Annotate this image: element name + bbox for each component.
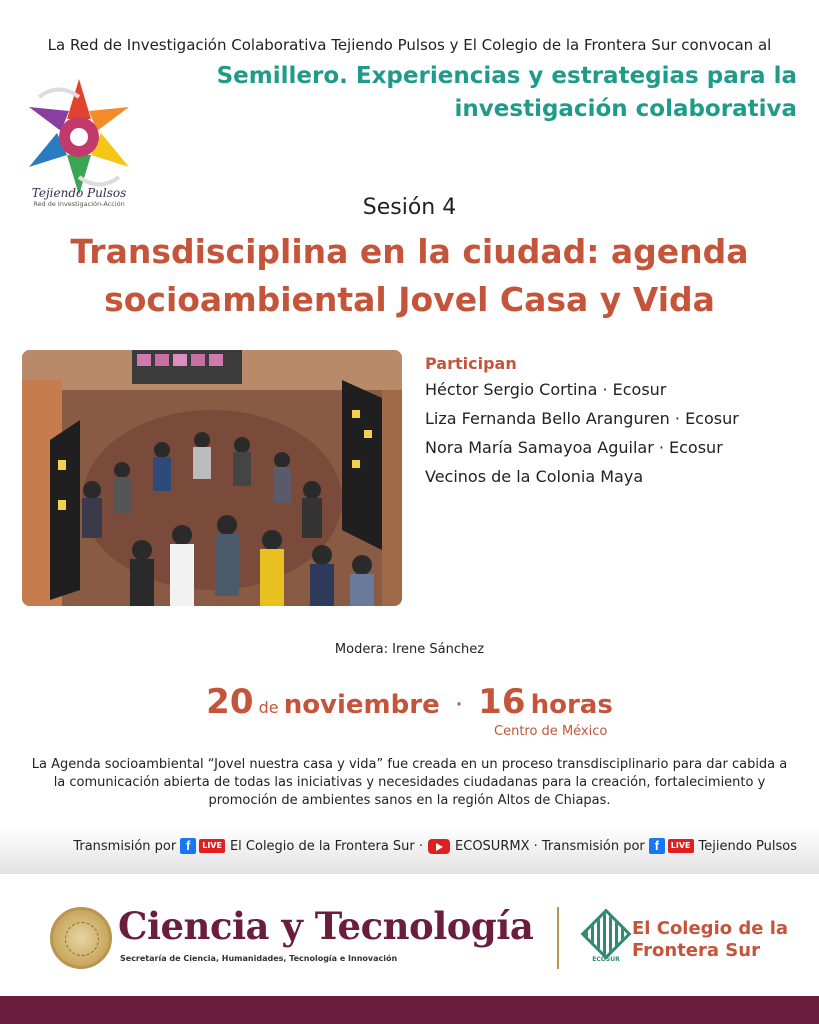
event-timezone: Centro de México (494, 724, 608, 739)
participant-item: Vecinos de la Colonia Maya (425, 467, 644, 486)
facebook-icon[interactable]: f (649, 838, 665, 854)
seminar-title-line-2: investigación colaborativa (454, 96, 797, 122)
streaming-channel-tejiendo[interactable]: Tejiendo Pulsos (698, 838, 797, 854)
ecosur-name-line-1: El Colegio de la (632, 918, 789, 939)
ecosur-label: ECOSUR (592, 956, 620, 963)
page-title-line-1: Transdisciplina en la ciudad: agenda (70, 232, 749, 271)
moderator-text: Modera: Irene Sánchez (334, 642, 485, 657)
youtube-icon[interactable] (428, 839, 450, 854)
participant-item: Liza Fernanda Bello Aranguren · Ecosur (425, 409, 739, 428)
streaming-channel-youtube[interactable]: ECOSURMX · Transmisión por (455, 838, 645, 854)
streaming-prefix: Transmisión por (73, 838, 177, 854)
event-description: La Agenda socioambiental “Jovel nuestra casa y vida” fue creada en un proceso transdisciplinario para dar cabida a la comunicación abierta de todas las iniciativas y necesidades ciudadanas para la creación, fortalecimiento y promoción de ambientes sanos en la región Altos de Chiapas. (31, 757, 788, 808)
session-label: Sesión 4 (362, 195, 457, 220)
ecosur-logo-icon (581, 909, 632, 960)
cyt-title: Ciencia y Tecnología (118, 904, 534, 948)
live-badge: LIVE (199, 839, 225, 853)
footer-divider (557, 907, 559, 969)
bottom-bar (0, 996, 819, 1024)
participant-item: Nora María Samayoa Aguilar · Ecosur (425, 438, 723, 457)
mexico-seal-icon (50, 907, 112, 969)
participants-heading: Participan (425, 354, 517, 373)
intro-text: La Red de Investigación Colaborativa Tejiendo Pulsos y El Colegio de la Frontera Sur convocan al (47, 36, 772, 54)
seminar-title (157, 60, 797, 126)
participants-section (425, 354, 805, 496)
logo-name: Tejiendo Pulsos (31, 186, 127, 200)
ecosur-name-line-2: Frontera Sur (632, 940, 760, 961)
streaming-channel-ecosur[interactable]: El Colegio de la Frontera Sur · (229, 838, 424, 854)
ecosur-name (632, 918, 802, 962)
footer (0, 874, 819, 996)
facebook-icon[interactable]: f (180, 838, 196, 854)
page-title-line-2: socioambiental Jovel Casa y Vida (104, 280, 715, 319)
event-separator: · (454, 690, 464, 720)
participants-list (425, 380, 805, 496)
event-date-connector: de (258, 698, 279, 717)
streaming-info (73, 838, 797, 854)
event-day: 20 (206, 682, 254, 722)
logo-subtitle: Red de Investigación-Acción (33, 200, 125, 208)
page-title (20, 228, 799, 324)
cyt-subtitle: Secretaría de Ciencia, Humanidades, Tecnología e Innovación (120, 954, 398, 963)
workshop-photo (22, 350, 402, 606)
event-date-time (0, 682, 819, 722)
event-hour: 16 (478, 682, 526, 722)
event-month: noviembre (283, 690, 440, 720)
participant-item: Héctor Sergio Cortina · Ecosur (425, 380, 667, 399)
event-hour-unit: horas (530, 690, 613, 720)
seminar-title-line-1: Semillero. Experiencias y estrategias para la (216, 63, 797, 89)
live-badge: LIVE (668, 839, 694, 853)
